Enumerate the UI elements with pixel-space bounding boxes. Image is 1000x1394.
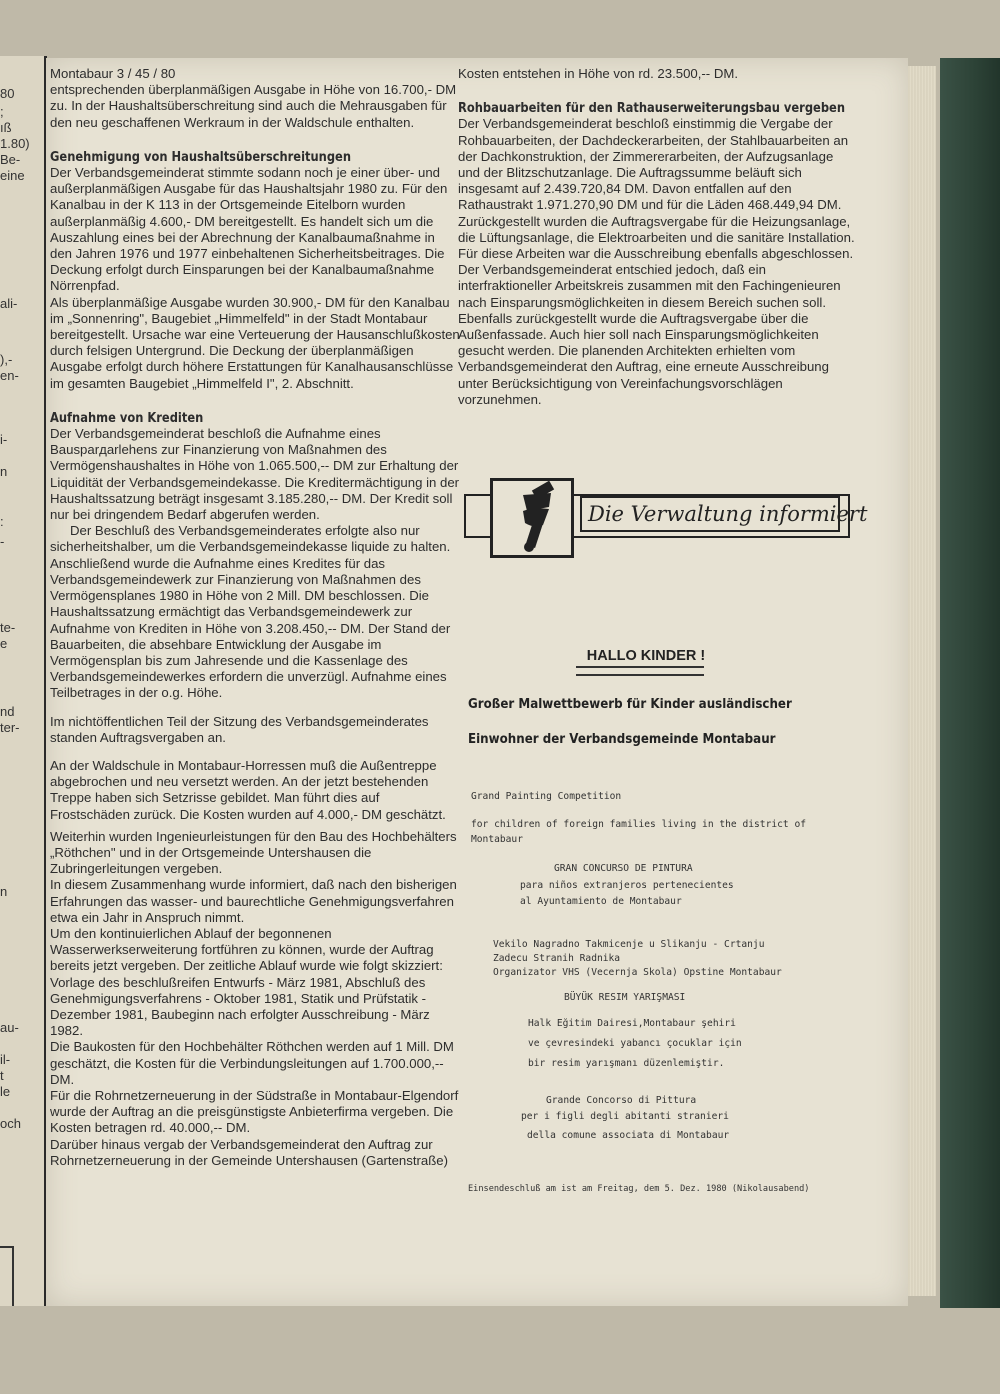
prev-page-fragment: ter- bbox=[0, 720, 20, 735]
section-heading: Rohbauarbeiten für den Rathauserweiterungsbau vergeben bbox=[458, 100, 846, 117]
paragraph: Vorlage des beschlußreifen Entwurfs - März 1981, Abschluß des Genehmigungsverfahrens - Oktober 1981, Statik und Prüfstatik - Dezember 1981, Baubeginn nach erfolgter Ausschreibung - März 1982. bbox=[50, 974, 430, 1039]
paragraph: Um den kontinuierlichen Ablauf der begonnenen Wasserwerkserweiterung fortführen zu können, wurde der Auftrag bereits jetzt vergeben. Der zeitliche Ablauf wurde wie folgt skizziert: bbox=[50, 925, 443, 974]
contest-title-line: Großer Malwettbewerb für Kinder ausländischer bbox=[468, 696, 792, 712]
english-line: Montabaur bbox=[471, 834, 523, 845]
turkish-line: BÜYÜK RESIM YARIŞMASI bbox=[564, 992, 686, 1003]
paragraph: Zurückgestellt wurden die Auftragsvergabe für die Heizungsanlage, die Lüftungsanlage, die Elektroarbeiten und die sanitäre Installation. bbox=[458, 213, 855, 245]
prev-page-fragment: t bbox=[0, 1068, 4, 1083]
italian-line: Grande Concorso di Pittura bbox=[546, 1095, 697, 1106]
paragraph: Darüber hinaus vergab der Verbandsgemeinderat den Auftrag zur Rohrnetzerneuerung in der Gemeinde Untershausen (Gartenstraße) bbox=[50, 1136, 449, 1168]
left-column bbox=[50, 66, 460, 1169]
prev-page-fragment: ; bbox=[0, 104, 4, 119]
prev-page-fragment: i- bbox=[0, 432, 8, 447]
kinder-title: HALLO KINDER ! bbox=[586, 648, 706, 664]
deadline-line: Einsendeschluß am ist am Freitag, dem 5. Dez. 1980 (Nikolausabend) bbox=[468, 1184, 810, 1194]
turkish-line: Halk Eğitim Dairesi,Montabaur şehiri bbox=[528, 1018, 736, 1029]
turkish-line: ve çevresindeki yabancı çocuklar için bbox=[528, 1038, 742, 1049]
book-binding-edge bbox=[940, 58, 1000, 1308]
paragraph: Für die Rohrnetzerneuerung in der Südstraße in Montabaur-Elgendorf wurde der Auftrag an die preisgünstigste Anbieterfirma vergeben. Die Kosten betragen rd. 40.000,-- DM. bbox=[50, 1087, 459, 1136]
paragraph: Der Verbandsgemeinderat beschloß die Aufnahme eines Bausparдarlehens zur Finanzierung von Maßnahmen des Vermögenshaushaltes in Höhe von 1.065.500,-- DM zur Erhaltung der Liquidität der Verbandsgemeindekasse. Die Kreditermächtigung in der Haushaltssatzung beträgt insgesamt 3.185.280,-- DM. Der Kredit soll nur bei dringendem Bedarf abgerufen werden. bbox=[50, 426, 460, 523]
prev-page-fragment: ),- bbox=[0, 352, 13, 367]
paragraph: Weiterhin wurden Ingenieurleistungen für den Bau des Hochbehälters „Röthchen" und in der Ortsgemeinde Untershausen die Zubringerleitungen vergeben. bbox=[50, 828, 457, 877]
italian-line: per i figli degli abitanti stranieri bbox=[521, 1111, 729, 1122]
prev-page-fragment: eine bbox=[0, 168, 25, 183]
spanish-line: para niños extranjeros pertenecientes bbox=[520, 880, 734, 891]
paragraph: Der Verbandsgemeinderat beschloß einstimmig die Vergabe der Rohbauarbeiten, der Dachdeckerarbeiten, der Stahlbauarbeiten an der Dachkonstruktion, der Zimmererarbeiten, der Aufzugsanlage und der Blitzschutzanlage. Die Auftragssumme beläuft sich insgesamt auf 2.439.720,84 DM. Davon entfallen auf den Rathaustrakt 1.971.270,90 DM und für die Läden 468.449,94 DM. bbox=[458, 116, 849, 213]
prev-page-fragment: en- bbox=[0, 368, 19, 383]
right-column bbox=[458, 66, 856, 408]
paragraph: In diesem Zusammenhang wurde informiert, daß nach den bisherigen Erfahrungen das wasser- und baurechtliche Genehmigungsverfahren etwa ein Jahr in Anspruch nimmt. bbox=[50, 877, 457, 925]
prev-page-fragment: 1.80) bbox=[0, 136, 30, 151]
turkish-line: bir resim yarışmanı düzenlemiştir. bbox=[528, 1058, 725, 1069]
verwaltung-banner bbox=[464, 478, 868, 560]
document-page bbox=[46, 58, 908, 1306]
paragraph: Der Verbandsgemeinderat stimmte sodann noch je einer über- und außerplanmäßigen Ausgabe für das Haushaltsjahr 1980 zu. Für den Kanalbau in der K 113 in der Ortsgemeinde Eitelborn wurden außerplanmäßig 4.600,- DM bereitgestellt. Es handelt sich um die Auszahlung eines bei der Abrechnung der Kanalbaumaßnahme in den Jahren 1976 und 1977 einbehaltenen Sicherheitsbeitrages. Die Deckung erfolgt durch Einsparungen bei der Kanalbaumaßnahme Nörrenpfad. bbox=[50, 165, 448, 294]
paragraph: Für diese Arbeiten war die Ausschreibung ebenfalls abgeschlossen. Der Verbandsgemeinderat entschied jedoch, daß ein interfraktioneller Arbeitskreis zusammen mit den Fachingenieuren nach Einsparungsmöglichkeiten in diesem Bereich suchen soll. Ebenfalls zurückgestellt wurde die Auftragsvergabe über die Außenfassade. Auch hier soll nach Einsparungsmöglichkeiten gesucht werden. Die planenden Architekten erhielten vom Verbandsgemeinderat den Auftrag, eine erneute Ausschreibung unter Berücksichtigung von Vereinfachungsvorschlägen vorzunehmen. bbox=[458, 246, 854, 407]
page-header: Montabaur 3 / 45 / 80 bbox=[50, 66, 176, 81]
prev-page-fragment: 80 bbox=[0, 86, 15, 101]
prev-page-fragment: n bbox=[0, 884, 8, 899]
paragraph: Die Baukosten für den Hochbehälter Röthchen werden auf 1 Mill. DM geschätzt, die Kosten für die Verbindungsleitungen auf 1.700.000,-- DM. bbox=[50, 1039, 454, 1087]
section-heading: Genehmigung von Haushaltsüberschreitungen bbox=[50, 148, 352, 165]
serbocroatian-line: Organizator VHS (Vecernja Skola) Opstine Montabaur bbox=[493, 967, 782, 978]
spanish-line: GRAN CONCURSO DE PINTURA bbox=[554, 863, 693, 874]
paintbrush-icon bbox=[490, 478, 574, 558]
prev-page-fragment: ıß bbox=[0, 120, 12, 135]
paragraph: Im nichtöffentlichen Teil der Sitzung des Verbandsgemeinderates standen Auftragsvergaben an. bbox=[50, 713, 429, 745]
paragraph: Kosten entstehen in Höhe von rd. 23.500,-- DM. bbox=[458, 66, 739, 81]
prev-page-fragment: Be- bbox=[0, 152, 21, 167]
prev-page-fragment: n bbox=[0, 464, 8, 479]
english-line: for children of foreign families living in the district of bbox=[471, 819, 807, 830]
prev-page-fragment: il- bbox=[0, 1052, 11, 1067]
contest-title-line: Einwohner der Verbandsgemeinde Montabaur bbox=[468, 731, 776, 747]
previous-page-strip bbox=[0, 56, 47, 1306]
prev-page-fragment: le bbox=[0, 1084, 11, 1099]
title-underline bbox=[576, 666, 704, 676]
prev-page-fragment: e bbox=[0, 636, 8, 651]
italian-line: della comune associata di Montabaur bbox=[527, 1130, 730, 1141]
prev-page-fragment: ali- bbox=[0, 296, 18, 311]
prev-page-box bbox=[0, 1246, 14, 1306]
serbocroatian-line: Vekilo Nagradno Takmicenje u Slikanju - Crtanju bbox=[493, 939, 765, 950]
prev-page-fragment: : bbox=[0, 514, 4, 529]
paragraph: An der Waldschule in Montabaur-Horressen muß die Außentreppe abgebrochen und neu versetzt werden. An der jetzt bestehenden Treppe haben sich Setzrisse gebildet. Man führt dies auf Frostschäden zurück. Die Kosten wurden auf 4.000,- DM geschätzt. bbox=[50, 757, 446, 822]
paragraph: entsprechenden überplanmäßigen Ausgabe in Höhe von 16.700,- DM zu. In der Haushaltsüberschreitung sind auch die Mehrausgaben für den neu geschaffenen Werkraum in der Waldschule enthalten. bbox=[50, 82, 457, 130]
paragraph: Als überplanmäßige Ausgabe wurden 30.900,- DM für den Kanalbau im „Sonnenring", Baugebiet „Himmelfeld" in der Stadt Montabaur bereitgestellt. Ursache war eine Verteuerung der Hausanschlußkosten durch felsigen Untergrund. Die Deckung der überplanmäßigen Ausgabe erfolgt durch höhere Erstattungen für Kanalhausanschlüsse im gesamten Baugebiet „Himmelfeld I", 2. Abschnitt. bbox=[50, 294, 460, 391]
prev-page-fragment: te- bbox=[0, 620, 16, 635]
paragraph: Der Beschluß des Verbandsgemeinderates erfolgte also nur sicherheitshalber, um die Verbandsgemeindekasse liquide zu halten. bbox=[50, 523, 451, 555]
paragraph: Anschließend wurde die Aufnahme eines Kredites für das Verbandsgemeindewerk zur Finanzierung von Maßnahmen des Vermögensplanes 1980 in Höhe von 2 Mill. DM beschlossen. Die Haushaltssatzung ermächtigt das Verbandsgemeindewerk zur Aufnahme von Krediten in Höhe von 3.208.450,-- DM. Der Stand der Bauarbeiten, die absehbare Entwicklung der Ausgabe im Vermögensplan bis zum Jahresende und die Kassenlage des Verbandsgemeindewerkes erfordern die unverzügl. Aufnahme eines Teilbetrages in der o.g. Höhe. bbox=[50, 555, 451, 701]
prev-page-fragment: - bbox=[0, 534, 5, 549]
prev-page-fragment: nd bbox=[0, 704, 15, 719]
spanish-line: al Ayuntamiento de Montabaur bbox=[520, 896, 682, 907]
prev-page-fragment: och bbox=[0, 1116, 21, 1131]
section-heading: Aufnahme von Krediten bbox=[50, 409, 204, 426]
prev-page-fragment: au- bbox=[0, 1020, 19, 1035]
page-stack-edge bbox=[905, 66, 936, 1296]
english-line: Grand Painting Competition bbox=[471, 791, 622, 802]
banner-label: Die Verwaltung informiert bbox=[580, 496, 840, 532]
serbocroatian-line: Zadecu Stranih Radnika bbox=[493, 953, 621, 964]
